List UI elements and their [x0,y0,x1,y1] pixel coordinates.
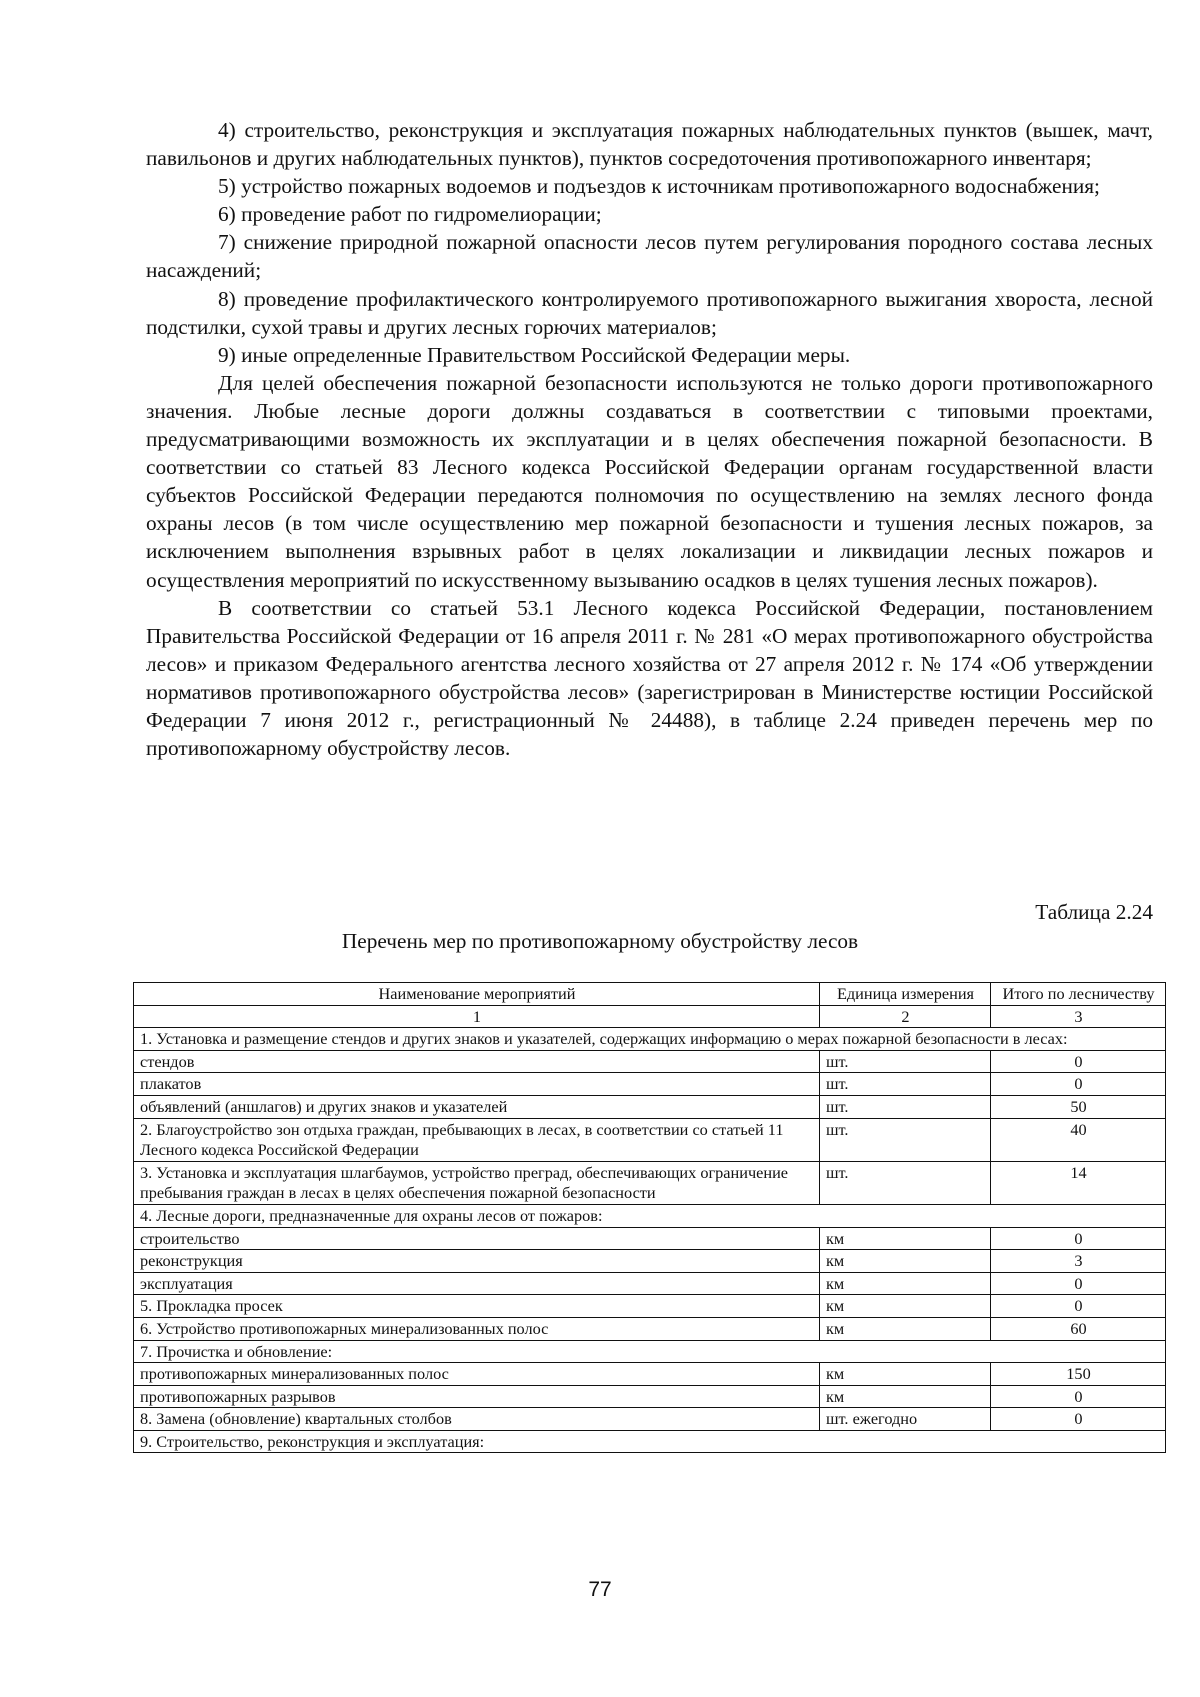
total-value: 14 [991,1161,1166,1204]
activity-name: 3. Установка и эксплуатация шлагбаумов, устройство преград, обеспечивающих ограничение пребывания граждан в лесах в целях обеспечения пожарной безопасности [134,1161,820,1204]
activity-name: реконструкция [134,1250,820,1273]
paragraph: 5) устройство пожарных водоемов и подъездов к источникам противопожарного водоснабжения; [218,174,1100,199]
table-row [134,1050,1166,1073]
unit-cell: км [820,1272,991,1295]
activity-name: противопожарных разрывов [134,1385,820,1408]
unit-cell: км [820,1295,991,1318]
table-section-row [134,1340,1166,1363]
unit-cell: км [820,1363,991,1386]
column-number: 3 [991,1005,1166,1028]
unit-cell: шт. [820,1073,991,1096]
table-row [134,1317,1166,1340]
table-number-label: Таблица 2.24 [1035,900,1153,924]
body-text [146,116,1153,762]
table-row [134,1227,1166,1250]
activity-name: строительство [134,1227,820,1250]
header-unit: Единица измерения [820,983,991,1006]
unit-cell: км [820,1250,991,1273]
unit-cell: шт. [820,1161,991,1204]
table-row [134,1118,1166,1161]
table-header-row [134,983,1166,1006]
section-title: 9. Строительство, реконструкция и эксплуатация: [134,1430,1166,1453]
table-section-row [134,1028,1166,1051]
header-total: Итого по лесничеству [991,983,1166,1006]
table-column-numbers-row [134,1005,1166,1028]
total-value: 0 [991,1408,1166,1431]
unit-cell: шт. [820,1095,991,1118]
table-row [134,1385,1166,1408]
activity-name: противопожарных минерализованных полос [134,1363,820,1386]
table-row [134,1295,1166,1318]
unit-cell: шт. ежегодно [820,1408,991,1431]
total-value: 0 [991,1050,1166,1073]
paragraph: 6) проведение работ по гидромелиорации; [218,202,602,227]
table-section-row [134,1204,1166,1227]
table-section-row [134,1430,1166,1453]
table-row [134,1161,1166,1204]
table-row [134,1250,1166,1273]
total-value: 0 [991,1227,1166,1250]
unit-cell: шт. [820,1118,991,1161]
total-value: 0 [991,1272,1166,1295]
unit-cell: км [820,1227,991,1250]
table-row [134,1272,1166,1295]
activity-name: 8. Замена (обновление) квартальных столбов [134,1408,820,1431]
total-value: 60 [991,1317,1166,1340]
activity-name: 5. Прокладка просек [134,1295,820,1318]
section-title: 4. Лесные дороги, предназначенные для охраны лесов от пожаров: [134,1204,1166,1227]
table-row [134,1408,1166,1431]
unit-cell: км [820,1317,991,1340]
activity-name: 2. Благоустройство зон отдыха граждан, пребывающих в лесах, в соответствии со статьей 11 Лесного кодекса Российской Федерации [134,1118,820,1161]
unit-cell: км [820,1385,991,1408]
activity-name: плакатов [134,1073,820,1096]
total-value: 0 [991,1073,1166,1096]
total-value: 40 [991,1118,1166,1161]
column-number: 2 [820,1005,991,1028]
activity-name: 6. Устройство противопожарных минерализованных полос [134,1317,820,1340]
total-value: 50 [991,1095,1166,1118]
table-body [134,1028,1166,1453]
total-value: 150 [991,1363,1166,1386]
total-value: 0 [991,1295,1166,1318]
table-row [134,1073,1166,1096]
table-title: Перечень мер по противопожарному обустройству лесов [341,929,859,953]
activity-name: стендов [134,1050,820,1073]
column-number: 1 [134,1005,820,1028]
paragraph: 7) снижение природной пожарной опасности лесов путем регулирования породного состава лесных насаждений; [146,230,1153,283]
activity-name: эксплуатация [134,1272,820,1295]
paragraph: В соответствии со статьей 53.1 Лесного кодекса Российской Федерации, постановлением Правительства Российской Федерации от 16 апреля 2011 г. № 281 «О мерах противопожарного обустройства лесов» и приказом Федерального агентства лесного хозяйства от 27 апреля 2012 г. № 174 «Об утверждении нормативов противопожарного обустройства лесов» (зарегистрирован в Министерстве юстиции Российской Федерации 7 июня 2012 г., регистрационный № 24488), в таблице 2.24 приведен перечень мер по противопожарному обустройству лесов. [146,595,1153,761]
activity-name: объявлений (аншлагов) и других знаков и указателей [134,1095,820,1118]
paragraph: 9) иные определенные Правительством Российской Федерации меры. [218,342,851,367]
page-number: 77 [588,1578,612,1601]
header-activity: Наименование мероприятий [134,983,820,1006]
table-row [134,1363,1166,1386]
table-row [134,1095,1166,1118]
paragraph: 8) проведение профилактического контролируемого противопожарного выжигания хвороста, лесной подстилки, сухой травы и других лесных горючих материалов; [146,286,1153,339]
section-title: 7. Прочистка и обновление: [134,1340,1166,1363]
paragraph: Для целей обеспечения пожарной безопасности используются не только дороги противопожарного значения. Любые лесные дороги должны создаваться в соответствии с типовыми проектами, предусматривающими возможность их эксплуатации и в целях обеспечения пожарной безопасности. В соответствии со статьей 83 Лесного кодекса Российской Федерации органам государственной власти субъектов Российской Федерации передаются полномочия по осуществлению на землях лесного фонда охраны лесов (в том числе осуществлению мер пожарной безопасности и тушения лесных пожаров, за исключением выполнения взрывных работ в целях локализации и ликвидации лесных пожаров и осуществления мероприятий по искусственному вызыванию осадков в целях тушения лесных пожаров). [146,370,1153,592]
paragraph: 4) строительство, реконструкция и эксплуатация пожарных наблюдательных пунктов (вышек, мачт, павильонов и других наблюдательных пунктов), пунктов сосредоточения противопожарного инвентаря; [146,118,1153,171]
measures-table [133,982,1166,1453]
total-value: 0 [991,1385,1166,1408]
unit-cell: шт. [820,1050,991,1073]
total-value: 3 [991,1250,1166,1273]
section-title: 1. Установка и размещение стендов и других знаков и указателей, содержащих информацию о мерах пожарной безопасности в лесах: [134,1028,1166,1051]
